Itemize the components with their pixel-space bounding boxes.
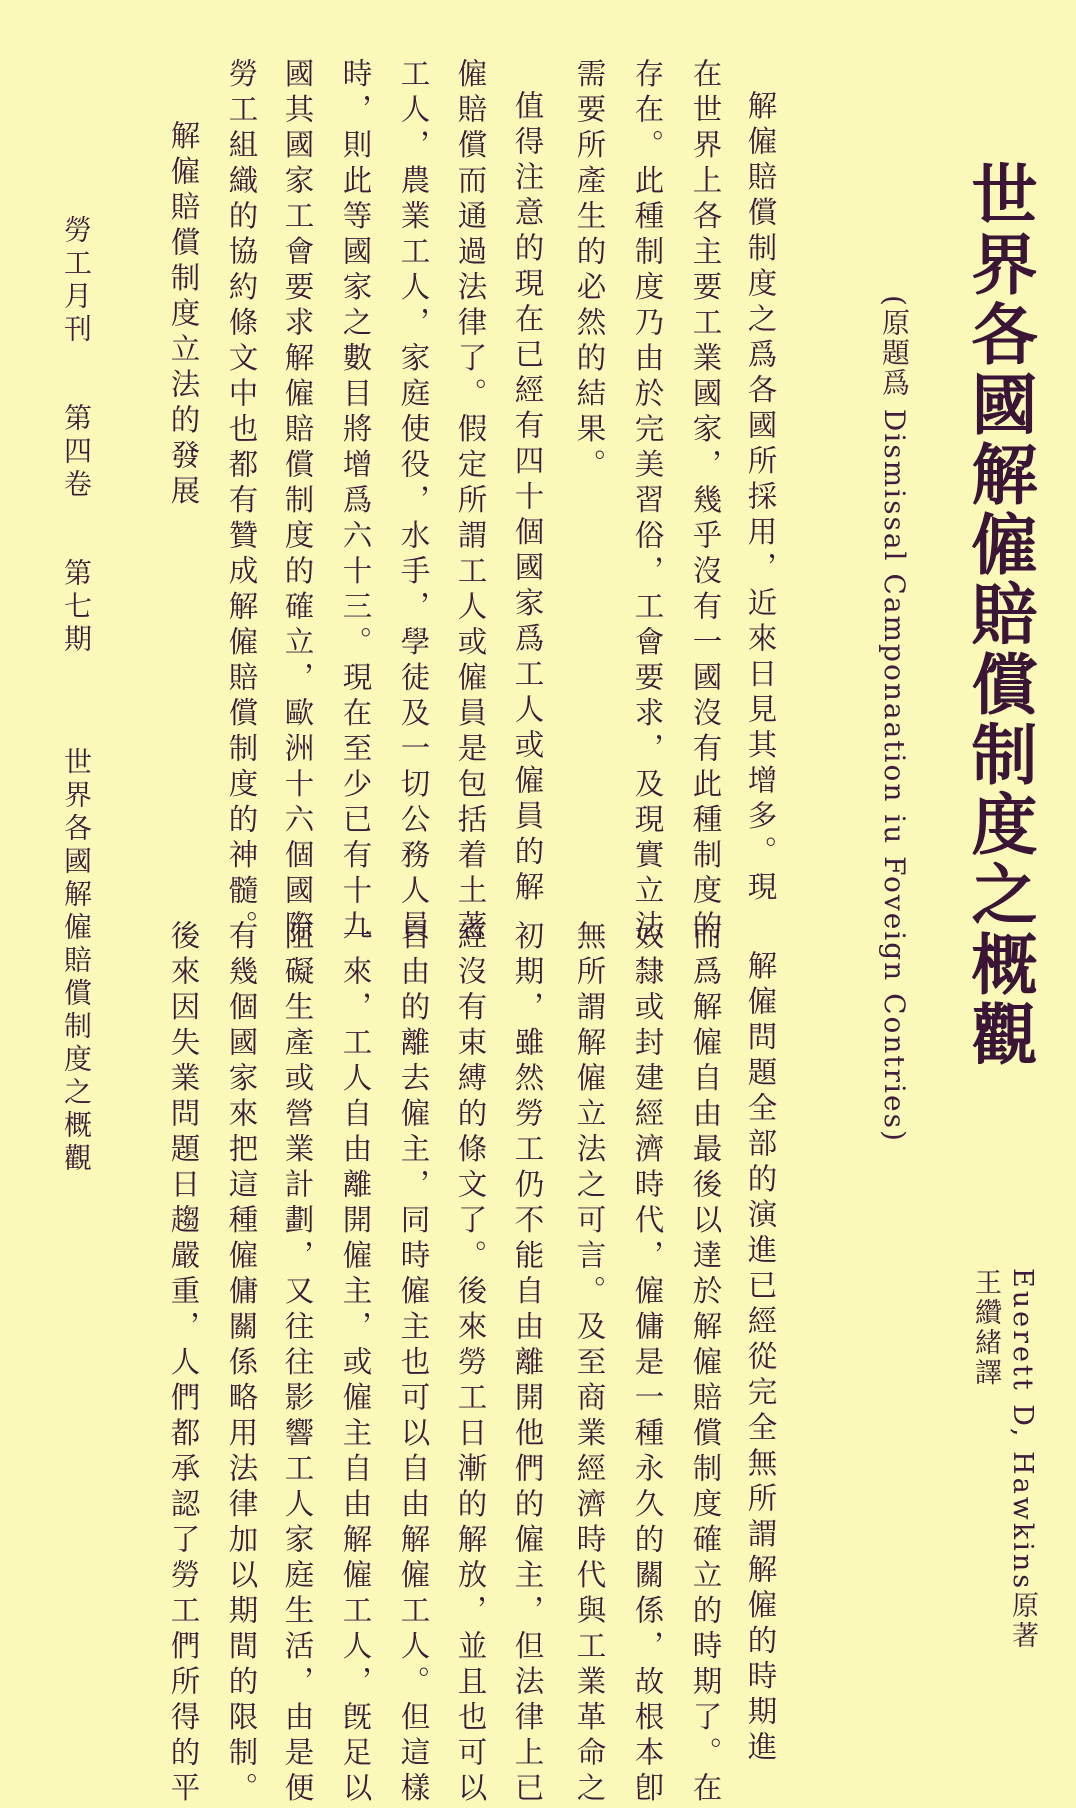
- top-column: 在世界上各主要工業國家，幾乎沒有一國沒有此種制度的: [688, 58, 723, 946]
- issue-number: 第七期: [60, 558, 93, 657]
- journal-name: 勞工月刊: [60, 215, 93, 347]
- translator-name: 王纘緒: [970, 1268, 1001, 1358]
- author-name: Euerett D, Hawkins: [1007, 1268, 1038, 1592]
- bottom-column: 解僱問題全部的演進已經從完全無所謂解僱的時期進: [743, 950, 778, 1767]
- author-line: [1009, 1268, 1036, 1651]
- top-column: 勞工組織的協約條文中也都有贊成解僱賠償制度的神髓。: [224, 58, 259, 946]
- top-column: 工人，農業工人，家庭使役，水手，學徒及一切公務人員: [396, 58, 431, 946]
- top-column: 國其國家工會要求解僱賠償制度的確立，歐洲十六個國際: [280, 58, 315, 946]
- bottom-column: 一來，工人自由離開僱主，或僱主自由解僱工人，旣足以: [338, 920, 373, 1808]
- section-heading: 解僱賠償制度立法的發展: [166, 120, 201, 511]
- byline: [972, 1268, 1036, 1651]
- bottom-column: 阻礙生產或營業計劃，又往往影響工人家庭生活，由是便: [280, 920, 315, 1808]
- bottom-column: 初期，雖然勞工仍不能自由離開他們的僱主，但法律上已: [510, 920, 545, 1808]
- top-column: 僱賠償而通過法律了。假定所謂工人或僱員是包括着土著: [453, 58, 488, 946]
- author-role: 原著: [1007, 1591, 1038, 1652]
- article-title: 世界各國解僱賠償制度之概觀: [960, 160, 1038, 1070]
- top-column: 值得注意的現在已經有四十個國家爲工人或僱員的解: [510, 90, 545, 907]
- bottom-column: 而爲解僱自由最後以達於解僱賠償制度確立的時期了。在: [688, 920, 723, 1808]
- top-column: 解僱賠償制度之爲各國所採用，近來日見其增多。現: [743, 90, 778, 907]
- bottom-column: 奴隸或封建經濟時代，僱傭是一種永久的關係，故根本卽: [630, 920, 665, 1808]
- running-title: 世界各國解僱賠償制度之概觀: [60, 747, 93, 1176]
- bottom-column: 有幾個國家來把這種僱傭關係略用法律加以期間的限制。: [224, 920, 259, 1808]
- top-column: 時，則此等國家之數目將增爲六十三。現在至少已有十九: [338, 58, 373, 946]
- translator-line: [972, 1268, 999, 1651]
- bottom-column: 經沒有束縛的條文了。後來勞工日漸的解放，並且也可以: [453, 920, 488, 1808]
- bottom-column: 自由的離去僱主，同時僱主也可以自由解僱工人。但這樣: [396, 920, 431, 1808]
- bottom-column: 無所謂解僱立法之可言。及至商業經濟時代與工業革命之: [572, 920, 607, 1808]
- bottom-column: 後來因失業問題日趨嚴重，人們都承認了勞工們所得的平: [166, 920, 201, 1808]
- top-column: 存在。此種制度乃由於完美習俗，工會要求，及現實立法: [630, 58, 665, 946]
- page-footer: [60, 215, 93, 1176]
- article-subtitle: (原題爲 Dismissal Camponaation iu Foveign Contries): [878, 295, 911, 1143]
- top-column: 需要所產生的必然的結果。: [572, 58, 607, 484]
- volume-number: 第四卷: [60, 403, 93, 502]
- translator-role: 譯: [970, 1358, 1001, 1388]
